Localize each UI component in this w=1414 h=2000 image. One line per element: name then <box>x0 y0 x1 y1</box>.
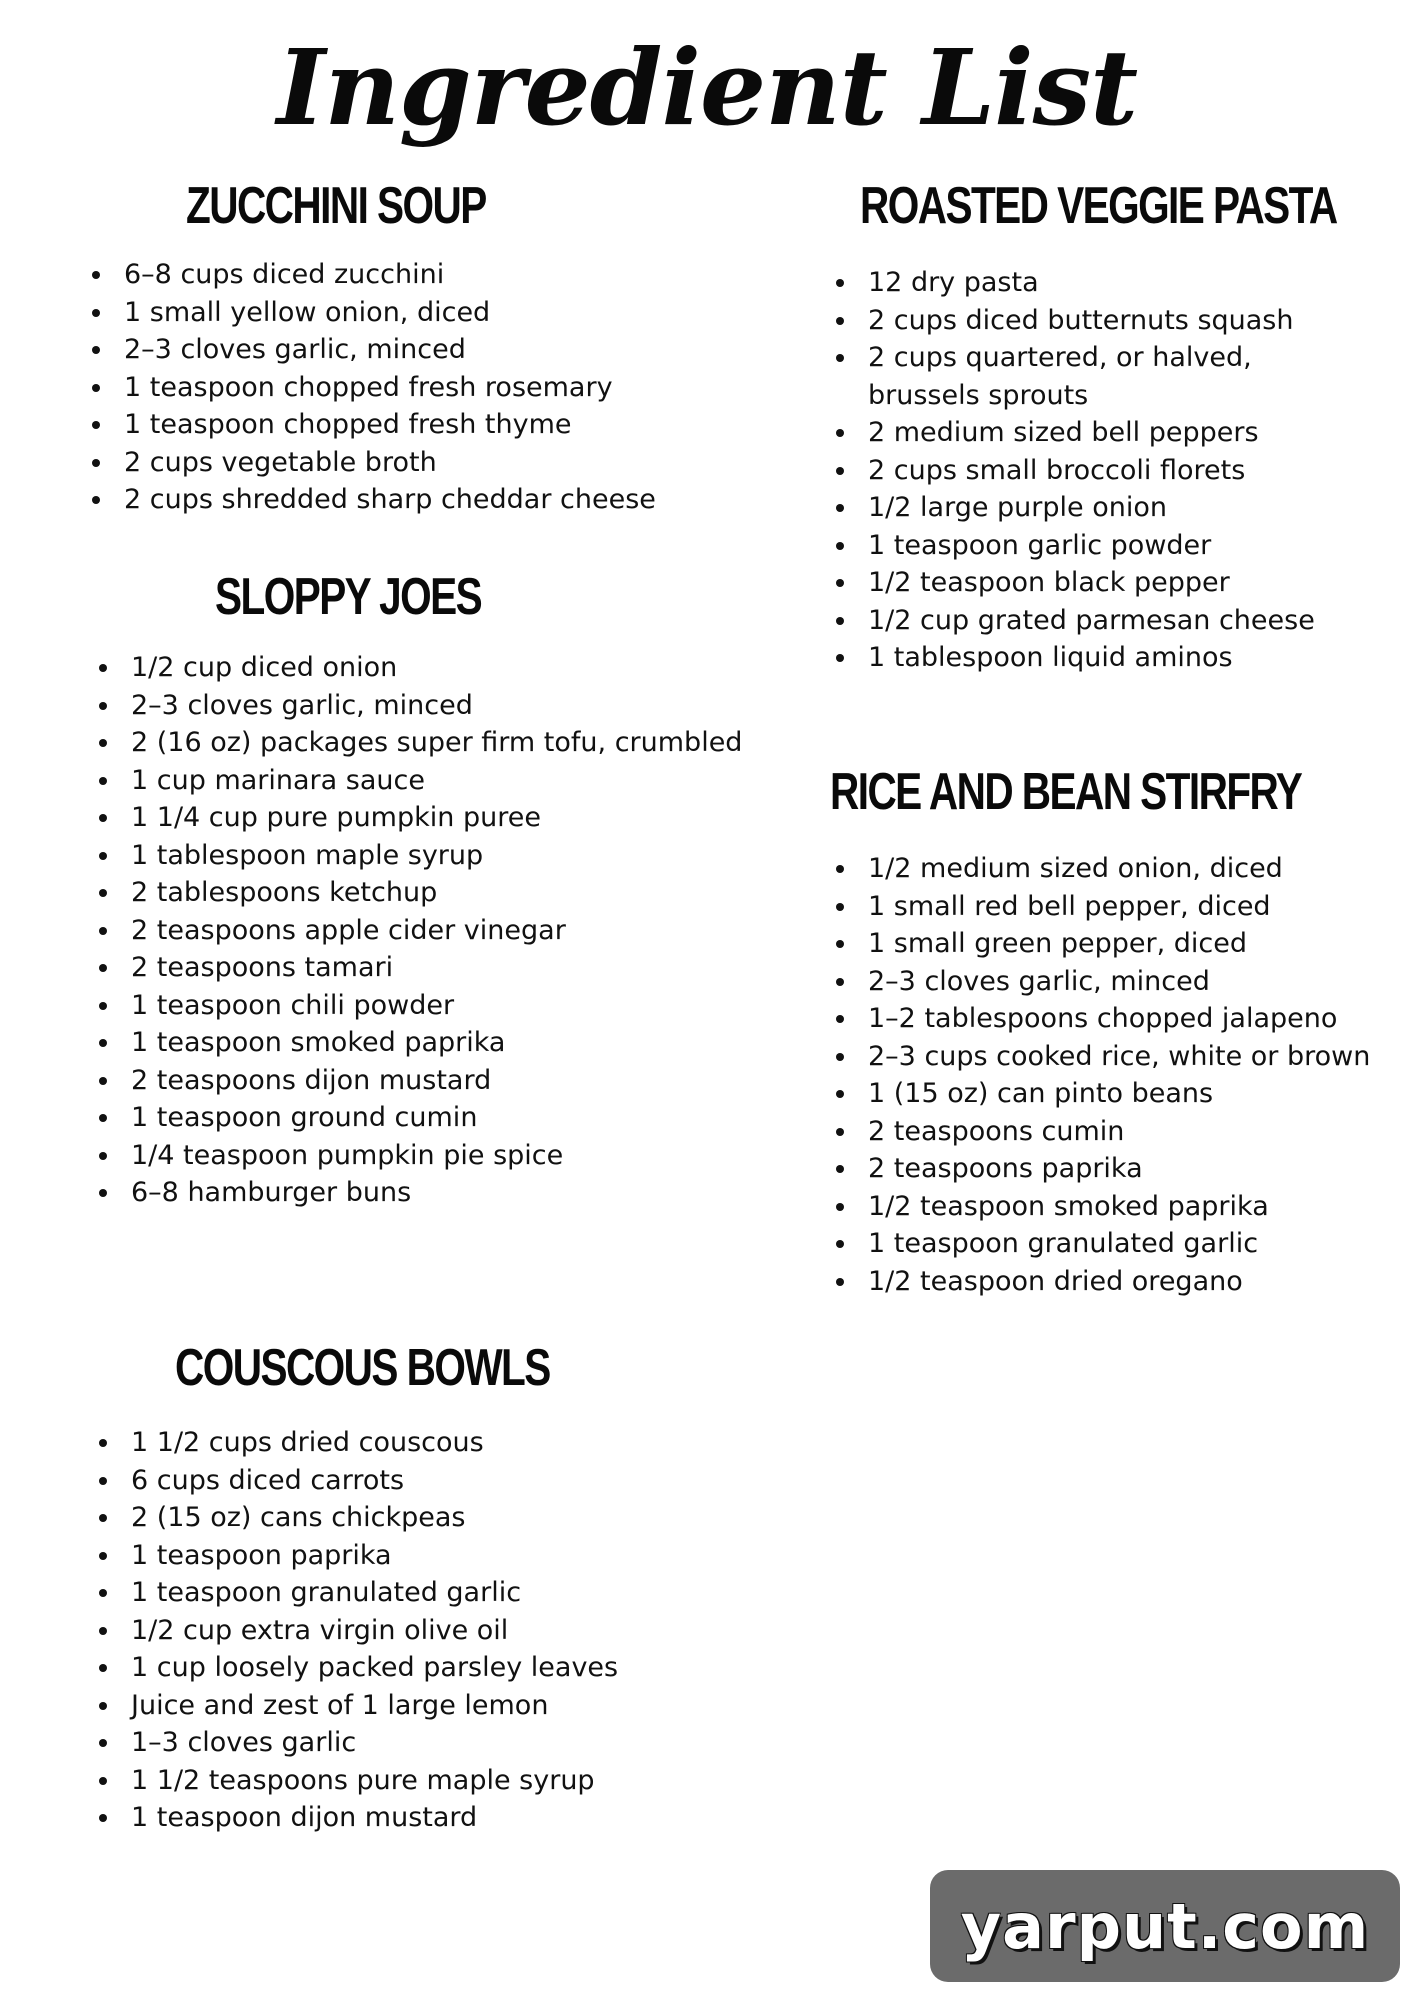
ingredient-item: 1 tablespoon liquid aminos <box>830 639 1370 677</box>
ingredient-item: 1/2 cup grated parmesan cheese <box>830 602 1370 640</box>
section-sloppy-joes <box>93 565 742 1212</box>
ingredient-item: 6–8 cups diced zucchini <box>86 256 656 294</box>
ingredient-item: 2–3 cups cooked rice, white or brown <box>830 1038 1414 1076</box>
watermark <box>930 1870 1400 1982</box>
ingredient-list <box>830 850 1414 1300</box>
ingredient-item: 6 cups diced carrots <box>93 1462 655 1500</box>
ingredient-item: 1 1/2 teaspoons pure maple syrup <box>93 1762 655 1800</box>
ingredient-list <box>86 256 656 519</box>
ingredient-item: 2 cups vegetable broth <box>86 444 656 482</box>
ingredient-item: 1 teaspoon chili powder <box>93 987 742 1025</box>
ingredient-item: 2 cups shredded sharp cheddar cheese <box>86 481 656 519</box>
ingredient-item: 1–3 cloves garlic <box>93 1724 655 1762</box>
ingredient-item: 12 dry pasta <box>830 264 1370 302</box>
ingredient-item: 6–8 hamburger buns <box>93 1174 742 1212</box>
ingredient-item: 2 teaspoons tamari <box>93 949 742 987</box>
ingredient-item: 2 medium sized bell peppers <box>830 414 1370 452</box>
ingredient-item: 1 tablespoon maple syrup <box>93 837 742 875</box>
ingredient-item: 2 teaspoons apple cider vinegar <box>93 912 742 950</box>
ingredient-item: 1 cup marinara sauce <box>93 762 742 800</box>
section-title: SLOPPY JOES <box>215 568 482 626</box>
ingredient-item: 2 cups small broccoli florets <box>830 452 1370 490</box>
ingredient-item: 2 teaspoons paprika <box>830 1150 1414 1188</box>
ingredient-item: 1 teaspoon chopped fresh rosemary <box>86 369 656 407</box>
watermark-text: yarput.com <box>960 1889 1370 1963</box>
ingredient-list <box>93 649 742 1212</box>
section-title: ROASTED VEGGIE PASTA <box>860 177 1337 235</box>
section-zucchini-soup <box>86 174 656 519</box>
ingredient-item: 2 (15 oz) cans chickpeas <box>93 1499 655 1537</box>
ingredient-item: 1 1/2 cups dried couscous <box>93 1424 655 1462</box>
ingredient-item: 1/2 teaspoon black pepper <box>830 564 1370 602</box>
ingredient-item: 2 cups diced butternuts squash <box>830 302 1370 340</box>
section-roasted-veggie-pasta <box>830 174 1370 677</box>
ingredient-item: 1/2 large purple onion <box>830 489 1370 527</box>
ingredient-item: 1 teaspoon granulated garlic <box>830 1225 1414 1263</box>
ingredient-item: 1 1/4 cup pure pumpkin puree <box>93 799 742 837</box>
ingredient-item: 1 teaspoon granulated garlic <box>93 1574 655 1612</box>
ingredient-item: 1–2 tablespoons chopped jalapeno <box>830 1000 1414 1038</box>
ingredient-item: 1 teaspoon smoked paprika <box>93 1024 742 1062</box>
ingredient-item: 1/2 medium sized onion, diced <box>830 850 1414 888</box>
ingredient-item: 1 small red bell pepper, diced <box>830 888 1414 926</box>
ingredient-item: 1 cup loosely packed parsley leaves <box>93 1649 655 1687</box>
ingredient-item: 1/4 teaspoon pumpkin pie spice <box>93 1137 742 1175</box>
section-title: RICE AND BEAN STIRFRY <box>830 763 1302 821</box>
ingredient-item: 2 teaspoons cumin <box>830 1113 1414 1151</box>
ingredient-item: 1/2 cup diced onion <box>93 649 742 687</box>
page-title: Ingredient List <box>276 26 1138 149</box>
ingredient-item: 2–3 cloves garlic, minced <box>93 687 742 725</box>
ingredient-item: 1/2 teaspoon smoked paprika <box>830 1188 1414 1226</box>
ingredient-item: 2 cups quartered, or halved, brussels sprouts <box>830 339 1370 414</box>
ingredient-item: 1 small yellow onion, diced <box>86 294 656 332</box>
section-couscous-bowls <box>93 1336 655 1837</box>
ingredient-item: 2–3 cloves garlic, minced <box>86 331 656 369</box>
ingredient-list <box>830 264 1370 677</box>
ingredient-item: 1 teaspoon paprika <box>93 1537 655 1575</box>
ingredient-item: 2–3 cloves garlic, minced <box>830 963 1414 1001</box>
section-title: ZUCCHINI SOUP <box>186 177 486 235</box>
section-rice-and-bean-stirfry <box>830 760 1414 1300</box>
ingredient-item: 1 teaspoon chopped fresh thyme <box>86 406 656 444</box>
ingredient-item: 1 teaspoon dijon mustard <box>93 1799 655 1837</box>
ingredient-item: 1 small green pepper, diced <box>830 925 1414 963</box>
ingredient-item: 1/2 teaspoon dried oregano <box>830 1263 1414 1301</box>
ingredient-item: 2 teaspoons dijon mustard <box>93 1062 742 1100</box>
ingredient-item: 2 (16 oz) packages super firm tofu, crumbled <box>93 724 742 762</box>
ingredient-item: Juice and zest of 1 large lemon <box>93 1687 655 1725</box>
ingredient-item: 2 tablespoons ketchup <box>93 874 742 912</box>
ingredient-list <box>93 1424 655 1837</box>
section-title: COUSCOUS BOWLS <box>175 1339 550 1397</box>
ingredient-item: 1 teaspoon ground cumin <box>93 1099 742 1137</box>
ingredient-item: 1 (15 oz) can pinto beans <box>830 1075 1414 1113</box>
ingredient-item: 1/2 cup extra virgin olive oil <box>93 1612 655 1650</box>
ingredient-item: 1 teaspoon garlic powder <box>830 527 1370 565</box>
